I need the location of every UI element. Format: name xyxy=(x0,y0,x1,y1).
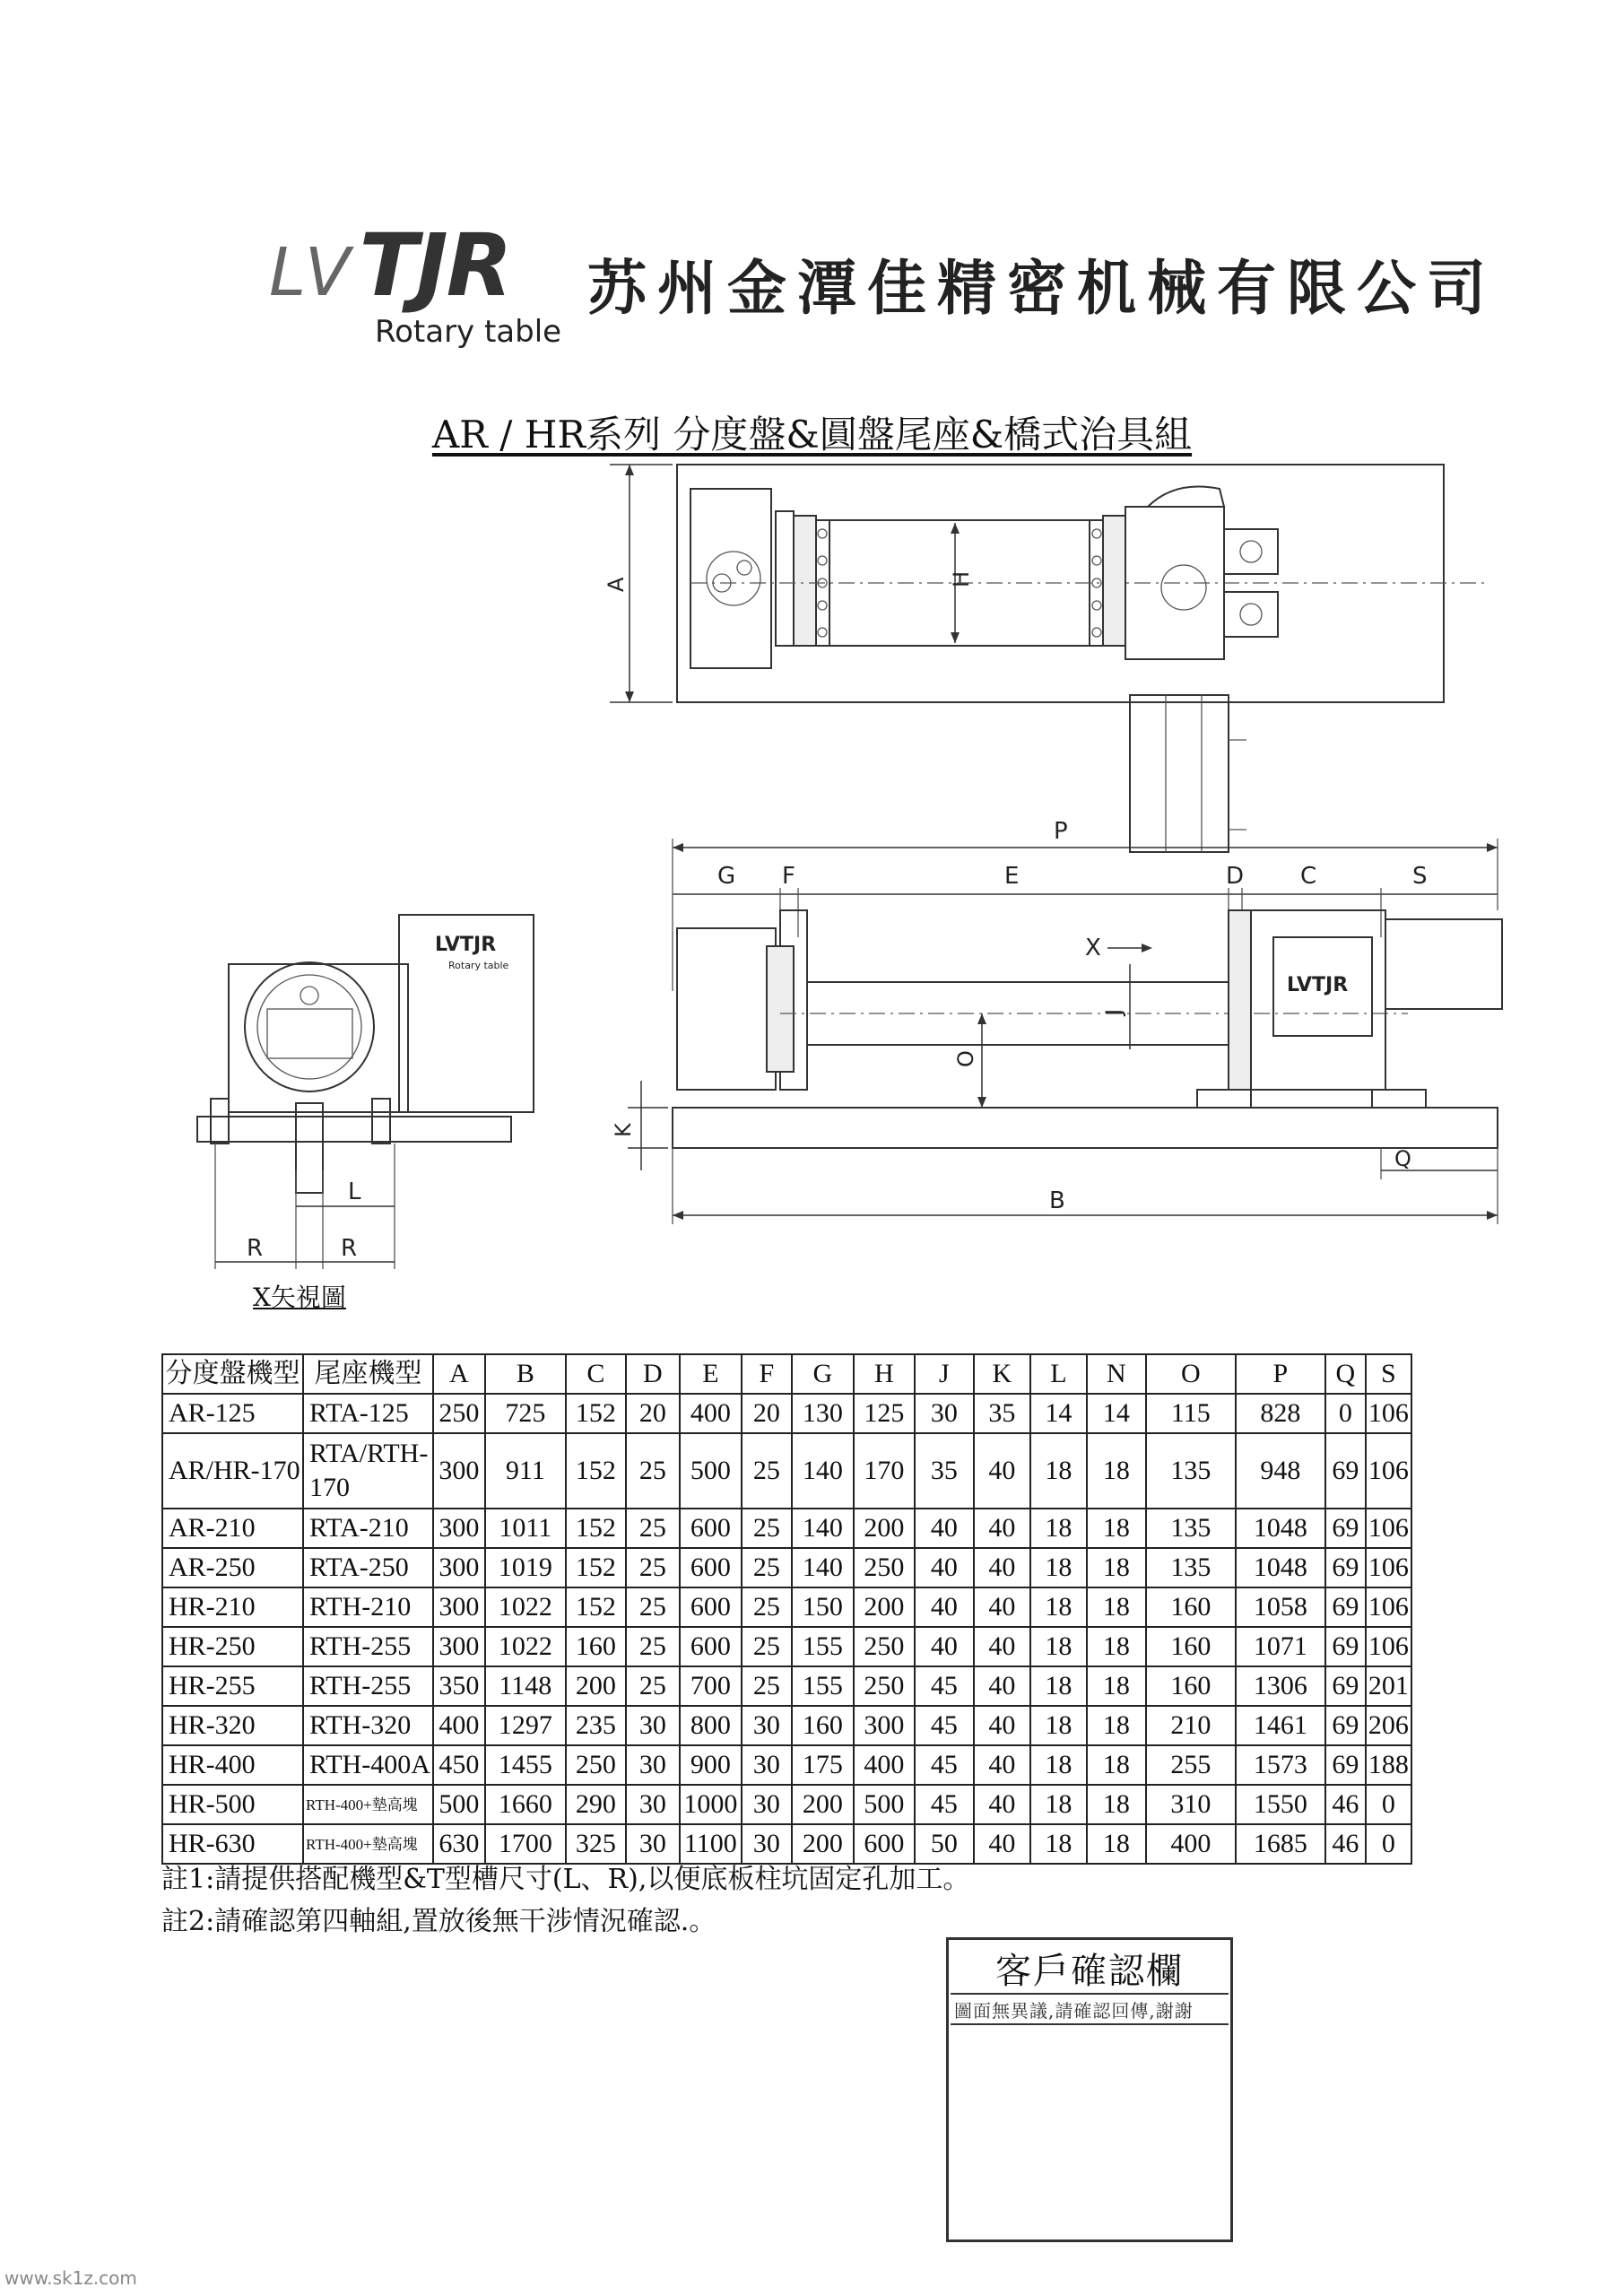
document-title: AR / HR系列 分度盤&圓盤尾座&橋式治具組 xyxy=(431,413,1193,457)
table-cell: 69 xyxy=(1325,1666,1366,1706)
table-cell: 1048 xyxy=(1236,1548,1325,1587)
table-cell: 69 xyxy=(1325,1706,1366,1745)
table-cell: 135 xyxy=(1146,1548,1236,1587)
table-cell: 200 xyxy=(566,1666,626,1706)
table-cell: 40 xyxy=(915,1587,974,1627)
table-cell: 35 xyxy=(915,1433,974,1509)
table-cell: 160 xyxy=(792,1706,854,1745)
table-cell: 1148 xyxy=(485,1666,566,1706)
table-cell: 1573 xyxy=(1236,1745,1325,1785)
table-cell: 18 xyxy=(1087,1785,1146,1824)
table-cell: 152 xyxy=(566,1509,626,1548)
dim-label-L: L xyxy=(348,1178,361,1205)
table-cell: 40 xyxy=(974,1433,1030,1509)
table-cell: 310 xyxy=(1146,1785,1236,1824)
view-caption: X矢視圖 xyxy=(253,1283,346,1312)
table-cell: RTH-400+墊高塊 xyxy=(303,1785,433,1824)
table-cell: 45 xyxy=(915,1745,974,1785)
table-cell: 18 xyxy=(1087,1587,1146,1627)
table-cell: 40 xyxy=(974,1548,1030,1587)
table-cell: AR-125 xyxy=(162,1394,303,1433)
logo: LVTJR xyxy=(269,215,511,316)
table-cell: 40 xyxy=(974,1745,1030,1785)
confirmation-title: 客戶確認欄 xyxy=(995,1951,1184,1992)
table-cell: 18 xyxy=(1087,1548,1146,1587)
table-cell: 18 xyxy=(1030,1509,1087,1548)
table-cell: 14 xyxy=(1087,1394,1146,1433)
table-cell: 700 xyxy=(680,1666,742,1706)
table-cell: 18 xyxy=(1030,1548,1087,1587)
col-header: H xyxy=(854,1354,915,1394)
col-header: L xyxy=(1030,1354,1087,1394)
table-cell: 1660 xyxy=(485,1785,566,1824)
table-cell: 1461 xyxy=(1236,1706,1325,1745)
table-cell: 130 xyxy=(792,1394,854,1433)
table-cell: 828 xyxy=(1236,1394,1325,1433)
dim-label-G: G xyxy=(717,863,736,890)
table-cell: 152 xyxy=(566,1433,626,1509)
table-cell: 325 xyxy=(566,1824,626,1864)
table-cell: 1048 xyxy=(1236,1509,1325,1548)
table-cell: 1000 xyxy=(680,1785,742,1824)
table-cell: 250 xyxy=(854,1627,915,1666)
table-cell: RTH-255 xyxy=(303,1666,433,1706)
table-cell: 1306 xyxy=(1236,1666,1325,1706)
table-cell: RTH-400+墊高塊 xyxy=(303,1824,433,1864)
table-cell: AR/HR-170 xyxy=(162,1433,303,1509)
dim-label-E: E xyxy=(1004,863,1020,890)
table-cell: RTH-400A xyxy=(303,1745,433,1785)
table-cell: HR-255 xyxy=(162,1666,303,1706)
table-cell: 30 xyxy=(742,1824,792,1864)
table-cell: 255 xyxy=(1146,1745,1236,1785)
table-cell: HR-250 xyxy=(162,1627,303,1666)
table-cell: 30 xyxy=(742,1706,792,1745)
table-cell: RTA-250 xyxy=(303,1548,433,1587)
divider xyxy=(951,1993,1229,1995)
table-cell: 300 xyxy=(433,1548,485,1587)
table-cell: 400 xyxy=(1146,1824,1236,1864)
table-cell: 250 xyxy=(854,1666,915,1706)
table-cell: 69 xyxy=(1325,1433,1366,1509)
table-cell: 900 xyxy=(680,1745,742,1785)
table-cell: 69 xyxy=(1325,1745,1366,1785)
table-cell: 948 xyxy=(1236,1433,1325,1509)
table-cell: 45 xyxy=(915,1666,974,1706)
table-cell: 40 xyxy=(915,1509,974,1548)
table-cell: 69 xyxy=(1325,1587,1366,1627)
table-cell: 46 xyxy=(1325,1824,1366,1864)
dim-label-K: K xyxy=(611,1123,636,1137)
col-header: Q xyxy=(1325,1354,1366,1394)
table-cell: 1011 xyxy=(485,1509,566,1548)
table-cell: 69 xyxy=(1325,1627,1366,1666)
table-cell: 1550 xyxy=(1236,1785,1325,1824)
table-cell: 40 xyxy=(915,1548,974,1587)
table-cell: 69 xyxy=(1325,1509,1366,1548)
table-cell: 106 xyxy=(1366,1587,1411,1627)
table-cell: 40 xyxy=(974,1666,1030,1706)
table-cell: 155 xyxy=(792,1666,854,1706)
table-cell: 400 xyxy=(680,1394,742,1433)
table-cell: 250 xyxy=(854,1548,915,1587)
table-cell: 140 xyxy=(792,1433,854,1509)
table-cell: 106 xyxy=(1366,1433,1411,1509)
table-cell: 210 xyxy=(1146,1706,1236,1745)
table-cell: 69 xyxy=(1325,1548,1366,1587)
table-cell: 30 xyxy=(626,1824,680,1864)
dim-label-Q: Q xyxy=(1394,1146,1411,1171)
table-cell: 155 xyxy=(792,1627,854,1666)
dim-label-R-right: R xyxy=(341,1235,358,1262)
table-cell: 300 xyxy=(433,1627,485,1666)
table-cell: 150 xyxy=(792,1587,854,1627)
table-cell: 600 xyxy=(680,1587,742,1627)
table-cell: 25 xyxy=(742,1587,792,1627)
table-cell: 18 xyxy=(1087,1706,1146,1745)
col-header: 尾座機型 xyxy=(303,1354,433,1394)
table-row xyxy=(162,1627,1411,1666)
table-cell: 30 xyxy=(626,1785,680,1824)
table-cell: 500 xyxy=(854,1785,915,1824)
table-cell: 188 xyxy=(1366,1745,1411,1785)
table-cell: 152 xyxy=(566,1548,626,1587)
logo-subtitle: Rotary table xyxy=(375,314,562,350)
table-cell: HR-500 xyxy=(162,1785,303,1824)
table-cell: 800 xyxy=(680,1706,742,1745)
table-cell: 290 xyxy=(566,1785,626,1824)
dim-label-C: C xyxy=(1300,863,1317,890)
table-cell: 40 xyxy=(974,1509,1030,1548)
table-cell: HR-400 xyxy=(162,1745,303,1785)
table-cell: 500 xyxy=(433,1785,485,1824)
table-cell: 250 xyxy=(433,1394,485,1433)
table-cell: 300 xyxy=(854,1706,915,1745)
table-cell: 135 xyxy=(1146,1433,1236,1509)
table-cell: 106 xyxy=(1366,1509,1411,1548)
table-cell: 25 xyxy=(626,1627,680,1666)
spec-table xyxy=(161,1353,1412,1865)
table-cell: 30 xyxy=(915,1394,974,1433)
table-cell: 170 xyxy=(854,1433,915,1509)
table-cell: 25 xyxy=(626,1509,680,1548)
table-cell: 725 xyxy=(485,1394,566,1433)
table-cell: RTH-320 xyxy=(303,1706,433,1745)
col-header: C xyxy=(566,1354,626,1394)
table-cell: 1100 xyxy=(680,1824,742,1864)
table-cell: 450 xyxy=(433,1745,485,1785)
table-cell: 50 xyxy=(915,1824,974,1864)
table-cell: 18 xyxy=(1087,1745,1146,1785)
table-cell: 35 xyxy=(974,1394,1030,1433)
table-cell: 40 xyxy=(974,1824,1030,1864)
table-cell: 18 xyxy=(1087,1433,1146,1509)
side-plate-brand: LVTJR xyxy=(435,934,497,956)
table-row xyxy=(162,1394,1411,1433)
table-cell: 1022 xyxy=(485,1587,566,1627)
table-row xyxy=(162,1509,1411,1548)
dim-label-J: J xyxy=(1101,1008,1126,1015)
table-cell: 46 xyxy=(1325,1785,1366,1824)
table-cell: 350 xyxy=(433,1666,485,1706)
table-cell: 206 xyxy=(1366,1706,1411,1745)
table-cell: 1058 xyxy=(1236,1587,1325,1627)
table-cell: 1685 xyxy=(1236,1824,1325,1864)
table-row xyxy=(162,1548,1411,1587)
dim-label-S: S xyxy=(1412,863,1428,890)
table-cell: 25 xyxy=(742,1509,792,1548)
table-cell: RTA-210 xyxy=(303,1509,433,1548)
table-cell: 20 xyxy=(742,1394,792,1433)
table-cell: 25 xyxy=(742,1666,792,1706)
table-cell: 235 xyxy=(566,1706,626,1745)
table-cell: 25 xyxy=(626,1433,680,1509)
table-cell: 140 xyxy=(792,1509,854,1548)
col-header: P xyxy=(1236,1354,1325,1394)
table-cell: 200 xyxy=(792,1785,854,1824)
note-2: 註2:請確認第四軸組,置放後無干涉情況確認.。 xyxy=(161,1906,716,1937)
table-cell: 1455 xyxy=(485,1745,566,1785)
col-header: 分度盤機型 xyxy=(162,1354,303,1394)
table-cell: 160 xyxy=(566,1627,626,1666)
table-cell: 30 xyxy=(626,1745,680,1785)
table-row xyxy=(162,1433,1411,1509)
table-cell: 135 xyxy=(1146,1509,1236,1548)
table-cell: 0 xyxy=(1325,1394,1366,1433)
table-cell: 1022 xyxy=(485,1627,566,1666)
col-header: N xyxy=(1087,1354,1146,1394)
col-header: J xyxy=(915,1354,974,1394)
col-header: S xyxy=(1366,1354,1411,1394)
table-cell: 18 xyxy=(1087,1627,1146,1666)
table-cell: RTA-125 xyxy=(303,1394,433,1433)
col-header: B xyxy=(485,1354,566,1394)
table-cell: HR-320 xyxy=(162,1706,303,1745)
table-cell: 200 xyxy=(854,1587,915,1627)
table-cell: 25 xyxy=(626,1548,680,1587)
table-cell: HR-210 xyxy=(162,1587,303,1627)
table-cell: 125 xyxy=(854,1394,915,1433)
table-cell: 40 xyxy=(974,1785,1030,1824)
table-cell: 175 xyxy=(792,1745,854,1785)
table-cell: 160 xyxy=(1146,1587,1236,1627)
table-cell: 600 xyxy=(680,1509,742,1548)
table-cell: 200 xyxy=(854,1509,915,1548)
confirmation-subtitle: 圖面無異議,請確認回傳,謝謝 xyxy=(954,2000,1194,2022)
table-cell: 300 xyxy=(433,1509,485,1548)
table-cell: 30 xyxy=(742,1745,792,1785)
table-cell: HR-630 xyxy=(162,1824,303,1864)
table-cell: 14 xyxy=(1030,1394,1087,1433)
table-cell: 600 xyxy=(854,1824,915,1864)
table-cell: AR-250 xyxy=(162,1548,303,1587)
table-cell: 25 xyxy=(742,1627,792,1666)
col-header: G xyxy=(792,1354,854,1394)
table-row xyxy=(162,1745,1411,1785)
table-cell: 30 xyxy=(742,1785,792,1824)
table-cell: 40 xyxy=(915,1627,974,1666)
col-header: A xyxy=(433,1354,485,1394)
table-cell: 1700 xyxy=(485,1824,566,1864)
table-cell: 0 xyxy=(1366,1824,1411,1864)
dim-label-D: D xyxy=(1226,863,1245,890)
dim-label-X: X xyxy=(1085,935,1101,961)
table-cell: 25 xyxy=(742,1433,792,1509)
table-cell: 152 xyxy=(566,1394,626,1433)
table-cell: RTA/RTH-170 xyxy=(303,1433,433,1509)
table-cell: 600 xyxy=(680,1627,742,1666)
table-cell: 40 xyxy=(974,1706,1030,1745)
table-cell: 18 xyxy=(1030,1706,1087,1745)
table-cell: 18 xyxy=(1087,1509,1146,1548)
table-cell: 18 xyxy=(1087,1824,1146,1864)
col-header: E xyxy=(680,1354,742,1394)
dim-label-R-left: R xyxy=(247,1235,264,1262)
table-cell: 25 xyxy=(742,1548,792,1587)
table-cell: AR-210 xyxy=(162,1509,303,1548)
divider xyxy=(951,2023,1229,2025)
table-cell: 40 xyxy=(974,1627,1030,1666)
table-cell: 400 xyxy=(433,1706,485,1745)
table-header-row xyxy=(162,1354,1411,1394)
table-cell: 18 xyxy=(1030,1627,1087,1666)
side-plate-sub: Rotary table xyxy=(448,960,509,971)
table-cell: 30 xyxy=(626,1706,680,1745)
table-cell: 106 xyxy=(1366,1627,1411,1666)
table-cell: 250 xyxy=(566,1745,626,1785)
table-cell: 115 xyxy=(1146,1394,1236,1433)
table-cell: 300 xyxy=(433,1433,485,1509)
table-cell: 20 xyxy=(626,1394,680,1433)
note-1: 註1:請提供搭配機型&T型槽尺寸(L、R),以便底板柱坑固定孔加工。 xyxy=(161,1864,970,1895)
table-cell: 40 xyxy=(974,1587,1030,1627)
table-cell: 152 xyxy=(566,1587,626,1627)
dim-label-O: O xyxy=(953,1050,978,1067)
table-cell: 0 xyxy=(1366,1785,1411,1824)
table-cell: 201 xyxy=(1366,1666,1411,1706)
table-cell: RTH-255 xyxy=(303,1627,433,1666)
table-cell: 25 xyxy=(626,1666,680,1706)
table-cell: 18 xyxy=(1030,1785,1087,1824)
front-view-drawing xyxy=(601,812,1507,1242)
table-cell: 18 xyxy=(1030,1745,1087,1785)
table-cell: 1071 xyxy=(1236,1627,1325,1666)
table-cell: 140 xyxy=(792,1548,854,1587)
table-cell: 25 xyxy=(626,1587,680,1627)
company-name: 苏州金潭佳精密机械有限公司 xyxy=(587,254,1497,323)
side-view-drawing xyxy=(179,910,538,1269)
table-cell: 18 xyxy=(1087,1666,1146,1706)
table-cell: RTH-210 xyxy=(303,1587,433,1627)
table-cell: 18 xyxy=(1030,1433,1087,1509)
table-row xyxy=(162,1587,1411,1627)
table-cell: 400 xyxy=(854,1745,915,1785)
table-cell: 200 xyxy=(792,1824,854,1864)
table-cell: 160 xyxy=(1146,1666,1236,1706)
table-cell: 1297 xyxy=(485,1706,566,1745)
table-row xyxy=(162,1706,1411,1745)
table-cell: 500 xyxy=(680,1433,742,1509)
table-cell: 300 xyxy=(433,1587,485,1627)
dim-label-B: B xyxy=(1049,1187,1065,1214)
table-cell: 106 xyxy=(1366,1394,1411,1433)
table-cell: 106 xyxy=(1366,1548,1411,1587)
table-cell: 1019 xyxy=(485,1548,566,1587)
dim-label-A: A xyxy=(604,577,629,592)
table-cell: 600 xyxy=(680,1548,742,1587)
table-cell: 18 xyxy=(1030,1824,1087,1864)
plate-brand: LVTJR xyxy=(1287,974,1349,996)
col-header: F xyxy=(742,1354,792,1394)
dim-label-F: F xyxy=(782,863,795,890)
table-cell: 18 xyxy=(1030,1666,1087,1706)
col-header: O xyxy=(1146,1354,1236,1394)
table-cell: 160 xyxy=(1146,1627,1236,1666)
table-cell: 911 xyxy=(485,1433,566,1509)
table-cell: 18 xyxy=(1030,1587,1087,1627)
dim-label-H: H xyxy=(949,570,974,587)
col-header: D xyxy=(626,1354,680,1394)
watermark-url: www.sk1z.com xyxy=(4,2267,137,2289)
col-header: K xyxy=(974,1354,1030,1394)
table-row xyxy=(162,1666,1411,1706)
table-cell: 630 xyxy=(433,1824,485,1864)
table-cell: 45 xyxy=(915,1785,974,1824)
table-cell: 45 xyxy=(915,1706,974,1745)
table-row xyxy=(162,1785,1411,1824)
dim-label-P: P xyxy=(1054,818,1068,845)
